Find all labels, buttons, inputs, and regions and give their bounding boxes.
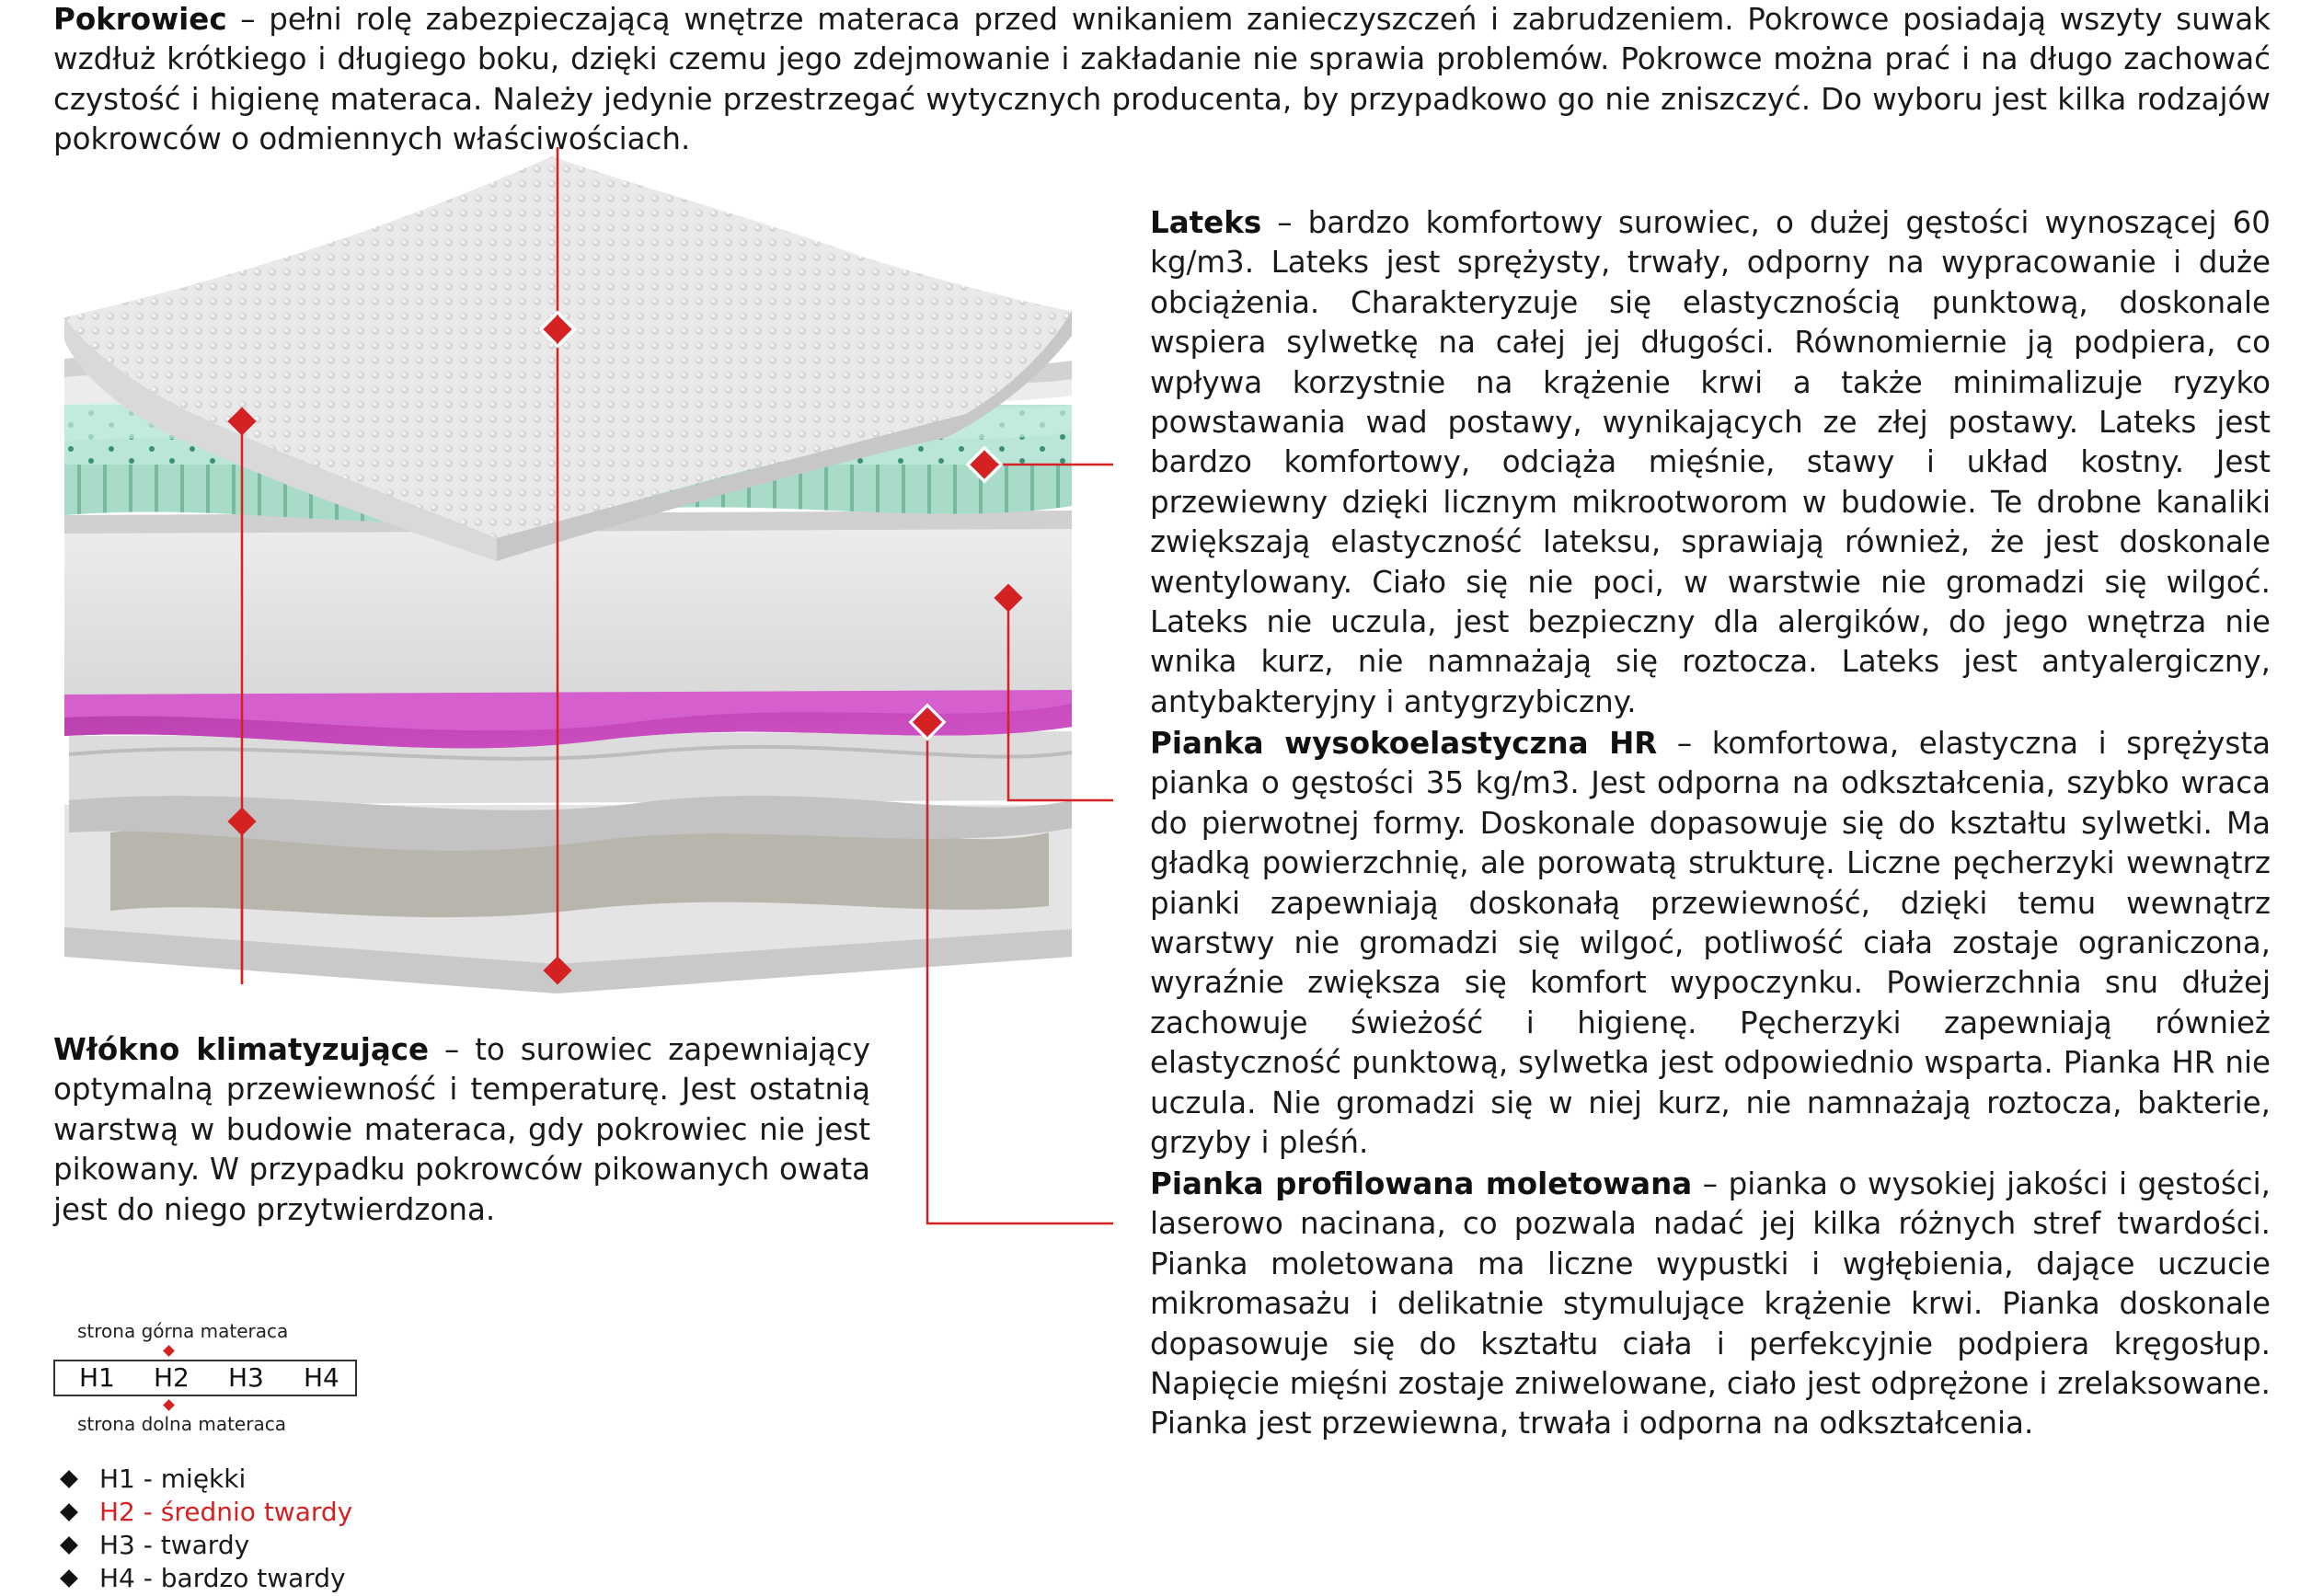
layer-cover-underlay [64,354,1072,413]
marker-fibre [543,956,571,984]
section-pokrowiec-text: – pełni rolę zabezpieczającą wnętrze materaca przed wnikaniem zanieczyszczeń i zabrudzeniem. Pokrowce posiadają wszyty suwak wzdłuż krótkiego i długiego boku, dzięki czemu jego zdejmowanie i zakładanie nie sprawia problemów. Pokrowce można prać i na długo zachować czystość i higienę materaca. Należy jedynie przestrzegać wytycznych producenta, by przypadkowo go nie zniszczyć. Do wyboru jest kilka rodzajów pokrowców o odmiennych właściwościach. [53,2,2271,157]
section-pokrowiec [53,0,2271,160]
marker-cover-underlay [227,407,256,435]
legend-item-label: H2 - średnio twardy [99,1497,353,1527]
section-hr-foam [1150,724,2271,1163]
section-wlokno-text: – to surowiec zapewniający optymalną przewiewność i temperaturę. Jest ostatnią warstwą w budowie materaca, gdy pokrowiec nie jest pikowany. W przypadku pokrowców pikowanych owata jest do niego przytwierdzona. [53,1032,870,1227]
marker-latex [970,450,998,478]
hardness-scale-top-label: strona górna materaca [77,1320,289,1342]
legend-item-label: H4 - bardzo twardy [99,1563,346,1593]
hardness-level-h2: H2 [154,1362,190,1393]
layer-latex [64,398,1072,523]
diamond-bullet-icon [60,1569,78,1588]
hardness-scale-bottom-label: strona dolna materaca [77,1413,286,1435]
section-moletowana [1150,1165,2271,1444]
section-wlokno-title: Włókno klimatyzujące [53,1032,430,1067]
section-moletowana-title: Pianka profilowana moletowana [1150,1166,1693,1201]
section-lateks-title: Lateks [1150,205,1262,240]
marker-thin-sheet [227,807,256,835]
marker-cover [543,315,571,343]
section-hr-foam-text: – komfortowa, elastyczna i sprężysta pianka o gęstości 35 kg/m3. Jest odporna na odkształcenia, szybko wraca do pierwotnej formy. Doskonale dopasowuje się do kształtu sylwetki. Ma gładką powierzchnię, ale porowatą strukturę. Liczne pęcherzyki wewnątrz pianki zapewniają doskonałą przewiewność, dzięki temu wewnątrz warstwy nie gromadzi się wilgoć, potliwość ciała zostaje ograniczona, wyraźnie zwiększa się komfort wypoczynku. Powierzchnia snu dłużej zachowuje świeżość i higienę. Pęcherzyki zapewniają również elastyczność punktową, sylwetka jest odpowiednio wsparta. Pianka HR nie uczula. Nie gromadzi się w niej kurz, nie namnażają roztocza, bakterie, grzyby i pleśń. [1150,726,2271,1161]
legend-item-h3 [57,1529,352,1562]
marker-halos [541,313,1002,740]
section-lateks-text: – bardzo komfortowy surowiec, o dużej gęstości wynoszącej 60 kg/m3. Lateks jest sprężysty, trwały, odporny na wypracowanie i duże obciążenia. Charakteryzuje się elastycznością punktową, doskonale wspiera sylwetkę na całej jej długości. Równomiernie ją podpiera, co wpływa korzystnie na krążenie krwi a także minimalizuje ryzyko powstawania wad postawy, wynikających ze złej postawy. Lateks jest bardzo komfortowy, odciąża mięśnie, stawy i układ kostny. Jest przewiewny dzięki licznym mikrootworom w budowie. Te drobne kanaliki zwiększają elastyczność lateksu, sprawiają również, że jest doskonale wentylowany. Ciało się nie poci, w warstwie nie gromadzi się wilgoć. Lateks nie uczula, jest bezpieczny dla alergików, do jego wnętrza nie wnika kurz, nie namnażają się roztocza. Lateks jest antyalergiczny, antybakteryjny i antygrzybiczny. [1150,205,2271,719]
hardness-level-h4: H4 [304,1362,339,1393]
scale-bottom-marker [163,1399,175,1411]
diamond-bullet-icon [60,1536,78,1555]
diamond-bullet-icon [60,1503,78,1521]
layer-cover [64,156,1072,561]
section-hr-foam-title: Pianka wysokoelastyczna HR [1150,726,1658,761]
layer-thin-sheets [69,731,1072,851]
legend-item-label: H3 - twardy [99,1530,250,1560]
section-pokrowiec-title: Pokrowiec [53,2,227,37]
layer-white-foam [64,511,1072,695]
diamond-bullet-icon [60,1470,78,1488]
legend-item-h4 [57,1562,352,1595]
section-wlokno [53,1030,870,1230]
section-moletowana-text: – pianka o wysokiej jakości i gęstości, laserowo nacinana, co pozwala nadać jej kilka różnych stref twardości. Pianka moletowana ma liczne wypustki i wgłębienia, dające uczucie mikromasażu i delikatnie stymulujące krążenie krwi. Pianka doskonale dopasowuje się do kształtu ciała i perfekcyjnie podpiera kręgosłup. Napięcie mięśni zostaje zniwelowane, ciało jest odprężone i zrelaksowane. Pianka jest przewiewna, trwała i odporna na odkształcenia. [1150,1166,2271,1441]
legend-item-h2 [57,1496,352,1529]
layer-fibre-bottom [64,805,1072,993]
marker-hr-foam [913,707,941,736]
scale-top-marker [163,1345,175,1357]
marker-white-foam [994,583,1022,612]
marker-diamonds [227,315,1022,984]
legend-item-h1 [57,1463,352,1496]
section-lateks [1150,203,2271,722]
hardness-level-h3: H3 [228,1362,264,1393]
hardness-level-h1: H1 [79,1362,115,1393]
layer-hr-foam [64,673,1072,749]
legend-item-label: H1 - miękki [99,1464,247,1494]
hardness-legend [57,1463,352,1595]
